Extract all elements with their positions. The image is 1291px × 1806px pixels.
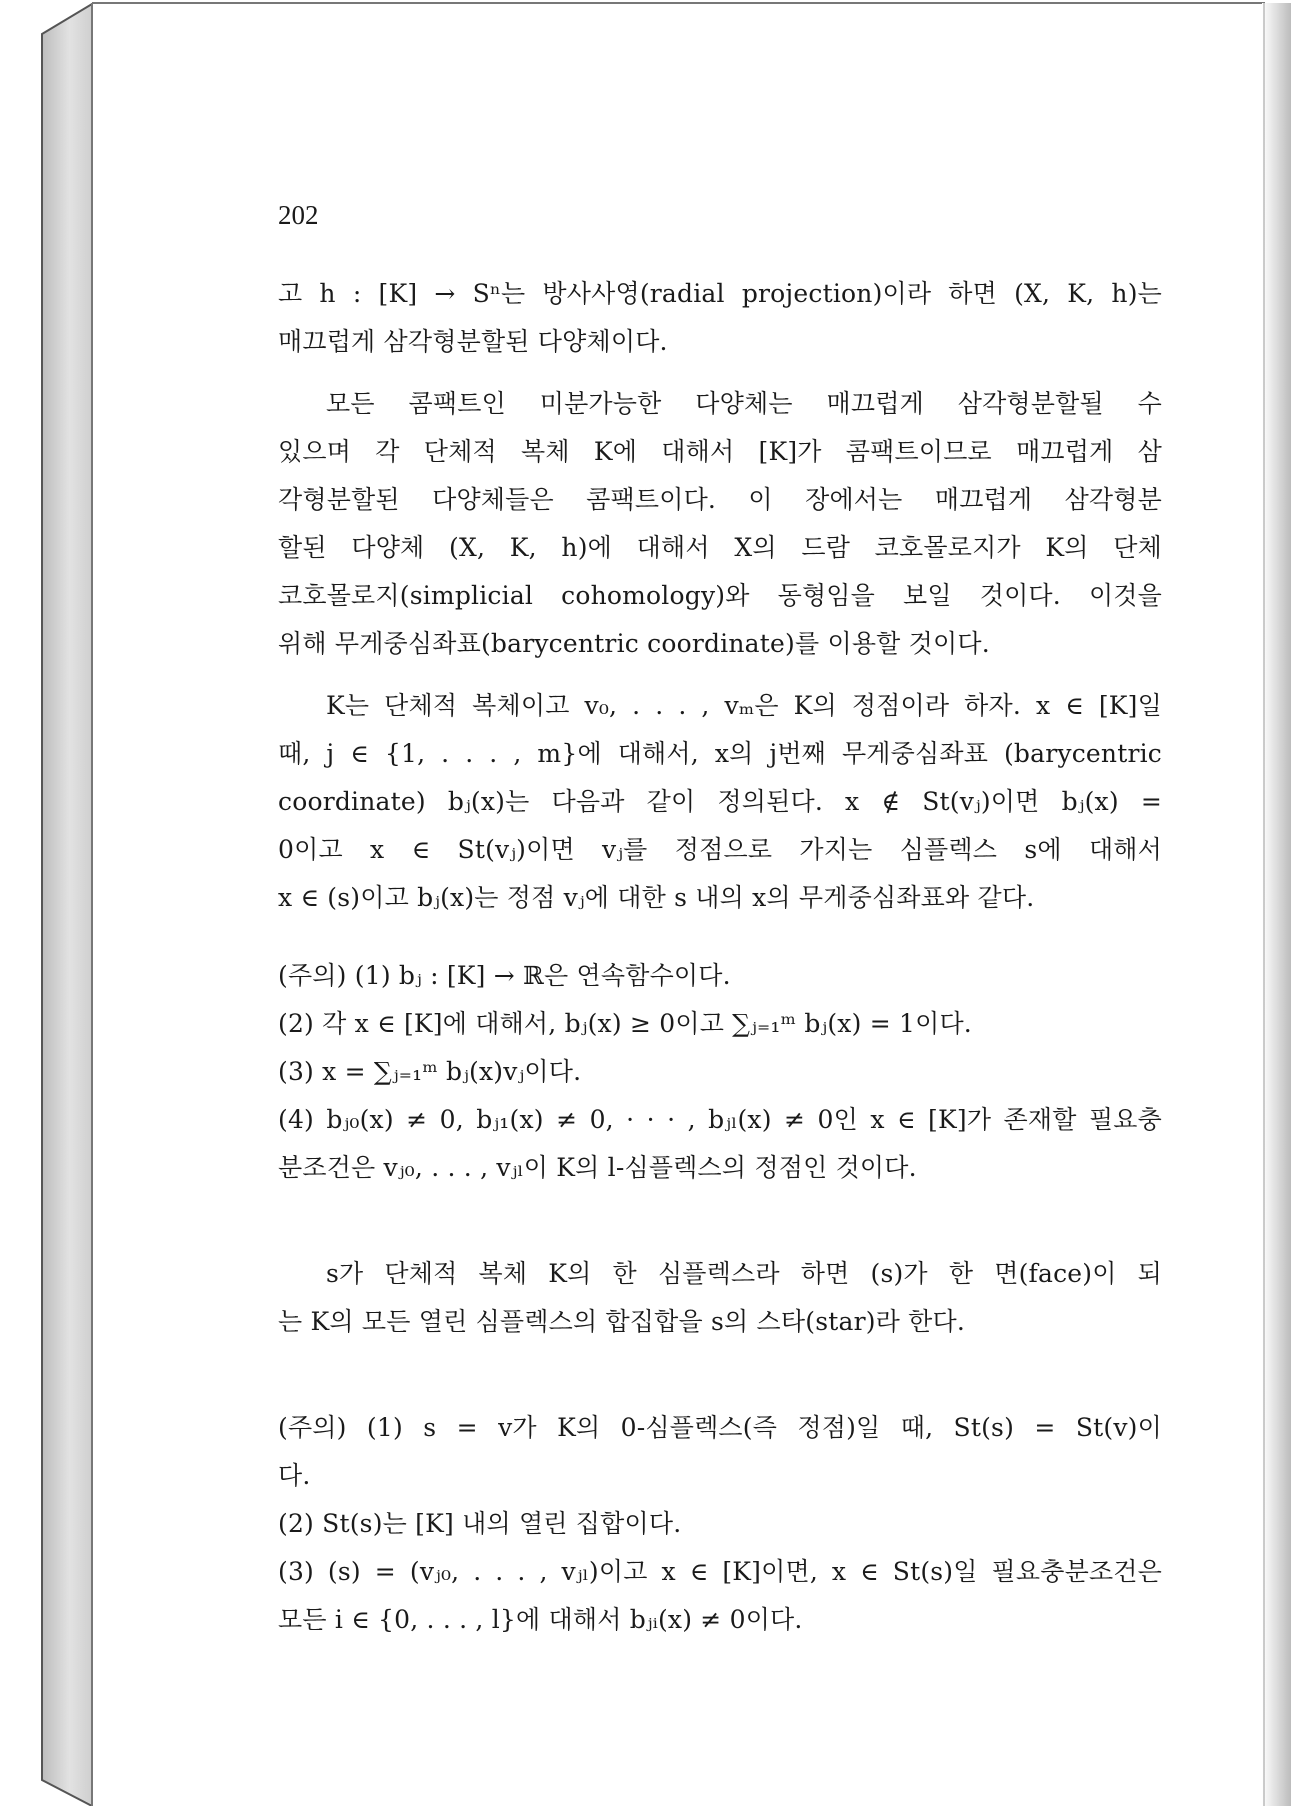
- page-number: 202: [278, 200, 319, 230]
- text-line: (주의) (1) s = v가 K의 0-심플렉스(즉 정점)일 때, St(s) = St(v)이: [278, 1413, 1162, 1442]
- text-line: 각형분할된 다양체들은 콤팩트이다. 이 장에서는 매끄럽게 삼각형분: [278, 485, 1162, 514]
- text-line: 할된 다양체 (X, K, h)에 대해서 X의 드람 코호몰로지가 K의 단체: [278, 533, 1162, 562]
- text-line: (주의) (1) bⱼ : [K] → ℝ은 연속함수이다.: [278, 961, 731, 990]
- remark-barycentric: [278, 952, 1162, 1192]
- text-line: 모든 콤팩트인 미분가능한 다양체는 매끄럽게 삼각형분할될 수: [326, 389, 1162, 418]
- text-line: K는 단체적 복체이고 v₀, . . . , vₘ은 K의 정점이라 하자. x ∈ [K]일: [326, 691, 1162, 720]
- text-line: coordinate) bⱼ(x)는 다음과 같이 정의된다. x ∉ St(vⱼ)이면 bⱼ(x) =: [278, 787, 1162, 816]
- text-line: 때, j ∈ {1, . . . , m}에 대해서, x의 j번째 무게중심좌표 (barycentric: [278, 739, 1162, 768]
- text-line: (2) St(s)는 [K] 내의 열린 집합이다.: [278, 1509, 682, 1538]
- text-line: (4) bⱼ₀(x) ≠ 0, bⱼ₁(x) ≠ 0, · · · , bⱼₗ(x) ≠ 0인 x ∈ [K]가 존재할 필요충: [278, 1105, 1162, 1134]
- text-line: 분조건은 vⱼ₀, . . . , vⱼₗ이 K의 l-심플렉스의 정점인 것이다.: [278, 1153, 917, 1182]
- text-line: 0이고 x ∈ St(vⱼ)이면 vⱼ를 정점으로 가지는 심플렉스 s에 대해서: [278, 835, 1162, 864]
- page-body: [278, 270, 1162, 1644]
- text-line: (3) (s) = (vⱼ₀, . . . , vⱼₗ)이고 x ∈ [K]이면, x ∈ St(s)일 필요충분조건은: [278, 1557, 1162, 1586]
- text-line: (2) 각 x ∈ [K]에 대해서, bⱼ(x) ≥ 0이고 ∑ⱼ₌₁ᵐ bⱼ(x) = 1이다.: [278, 1009, 972, 1038]
- paragraph-star-definition: [278, 1250, 1162, 1346]
- text-line: 고 h : [K] → Sⁿ는 방사사영(radial projection)이라 하면 (X, K, h)는: [278, 279, 1162, 308]
- remark-star: [278, 1404, 1162, 1644]
- text-line: (3) x = ∑ⱼ₌₁ᵐ bⱼ(x)vⱼ이다.: [278, 1057, 582, 1086]
- text-line: 다.: [278, 1461, 311, 1490]
- text-line: s가 단체적 복체 K의 한 심플렉스라 하면 (s)가 한 면(face)이 되: [326, 1259, 1162, 1288]
- text-line: 는 K의 모든 열린 심플렉스의 합집합을 s의 스타(star)라 한다.: [278, 1307, 966, 1336]
- paragraph-intro: [278, 270, 1162, 366]
- book-spine: [42, 4, 92, 1806]
- text-line: 코호몰로지(simplicial cohomology)와 동형임을 보일 것이다. 이것을: [278, 581, 1162, 610]
- text-line: 위해 무게중심좌표(barycentric coordinate)를 이용할 것이다.: [278, 629, 990, 658]
- paragraph-barycentric-definition: [278, 682, 1162, 922]
- text-line: 모든 i ∈ {0, . . . , l}에 대해서 bⱼᵢ(x) ≠ 0이다.: [278, 1605, 803, 1634]
- paragraph-smooth-triangulation: [278, 380, 1162, 668]
- page-right-shade: [1262, 3, 1291, 1806]
- text-line: 있으며 각 단체적 복체 K에 대해서 [K]가 콤팩트이므로 매끄럽게 삼: [278, 437, 1162, 466]
- text-line: x ∈ (s)이고 bⱼ(x)는 정점 vⱼ에 대한 s 내의 x의 무게중심좌표와 같다.: [278, 883, 1035, 912]
- text-line: 매끄럽게 삼각형분할된 다양체이다.: [278, 327, 668, 356]
